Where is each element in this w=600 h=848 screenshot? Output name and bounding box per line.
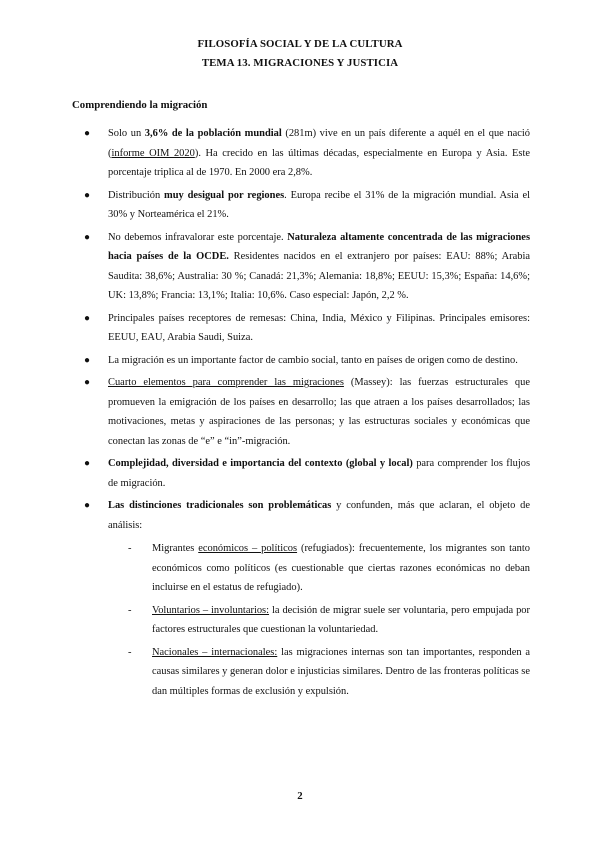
list-item: ● Las distinciones tradicionales son problemáticas y confunden, más que aclaran, el objeto de análisis: - Migrantes económicos – políticos (refugiados): frecuentemente, los migrantes son tanto económicos como políticos (es cuestionable que ciertas razones económicas no deban incluirse en el estatus de refugiado). - Voluntarios – involuntarios: la decisión de migrar suele ser voluntaria, pero empujada por factores estructurales que cuestionan la voluntariedad. - Nacionales – internacionales: las migraciones internas son tan importantes, responden a causas similares y generan dolor e injusticias similares. Dentro de las fronteras políticas se dan múltiples formas de exclusión y expulsión. [72,496,530,701]
underlined-term: Cuarto elementos para comprender las migraciones [108,377,344,388]
emphasis: 3,6% de la población mundial [144,128,282,139]
bullet-icon: ● [84,128,91,139]
dash-icon: - [128,543,132,554]
document-title: FILOSOFÍA SOCIAL Y DE LA CULTURA [197,38,403,50]
emphasis: Naturaleza altamente concentrada de las migraciones hacia países de la OCDE. [108,231,531,262]
emphasis: Complejidad, diversidad e importancia del contexto (global y local) [108,458,413,469]
list-item: ● Complejidad, diversidad e importancia del contexto (global y local) para comprender los flujos de migración. [72,454,530,493]
document-subtitle: TEMA 13. MIGRACIONES Y JUSTICIA [201,57,399,69]
list-item: ● La migración es un importante factor de cambio social, tanto en países de origen como de destino. [72,351,530,371]
underlined-term: Nacionales – internacionales: [152,646,278,658]
emphasis: Las distinciones tradicionales son problemáticas [108,500,332,511]
sub-list [108,539,530,701]
bullet-icon: ● [84,231,91,243]
list-item: ● No debemos infravalorar este porcentaje. Naturaleza altamente concentrada de las migraciones hacia países de la OCDE. Residentes nacidos en el extranjero por países: EAU: 88%; Arabia Saudita: 38,6%; Australia: 30 %; Canadá: 21,3%; Alemania: 18,8%; EEUU: 15,3%; España: 14,6%; UK: 13,8%; Francia: 13,1%; Italia: 10,6%. Caso especial: Japón, 2,2 %. [72,228,530,306]
sub-list-item: - Voluntarios – involuntarios: la decisión de migrar suele ser voluntaria, pero empujada por factores estructurales que cuestionan la voluntariedad. [108,601,530,640]
sub-list-item: - Nacionales – internacionales: las migraciones internas son tan importantes, responden a causas similares y generan dolor e injusticias similares. Dentro de las fronteras políticas se dan múltiples formas de exclusión y expulsión. [108,643,530,702]
bullet-icon: ● [84,458,91,469]
report-link[interactable]: informe OIM 2020 [111,147,195,159]
bullet-icon: ● [84,189,91,201]
bullet-icon: ● [84,377,91,388]
bullet-icon: ● [84,354,91,366]
list-item: ● Cuarto elementos para comprender las migraciones (Massey): las fuerzas estructurales que promueven la emigración de los países en desarrollo; las que atraen a los países desarrollados; las motivaciones, metas y aspiraciones de las personas; y las estructuras sociales y económicas que conectan las zonas de “e” e “in”-migración. [72,373,530,451]
underlined-term: Voluntarios – involuntarios: [152,604,270,616]
bullet-icon: ● [84,500,91,511]
list-item: ● Principales países receptores de remesas: China, India, México y Filipinas. Principales emisores: EEUU, EAU, Arabia Saudi, Suiza. [72,309,530,348]
sub-list-item: - Migrantes económicos – políticos (refugiados): frecuentemente, los migrantes son tanto económicos como políticos (es cuestionable que ciertas razones económicas no deban incluirse en el estatus de refugiado). [108,539,530,598]
emphasis: muy desigual por regiones [164,189,285,201]
dash-icon: - [128,604,132,616]
list-item: ● Distribución muy desigual por regiones. Europa recibe el 31% de la migración mundial. Asia el 30% y Norteamérica el 21%. [72,186,530,225]
dash-icon: - [128,646,132,658]
bullet-list [72,124,530,704]
underlined-term: económicos – políticos [198,543,298,554]
list-item: ● Solo un 3,6% de la población mundial (281m) vive en un país diferente a aquél en el que nació (informe OIM 2020). Ha crecido en las últimas décadas, especialmente en Europa y Asia. Este porcentaje triplica al de 1970. En 2000 era 2,8%. [72,124,530,183]
page-number: 2 [297,790,303,802]
bullet-icon: ● [84,312,91,324]
section-heading: Comprendiendo la migración [72,99,208,111]
